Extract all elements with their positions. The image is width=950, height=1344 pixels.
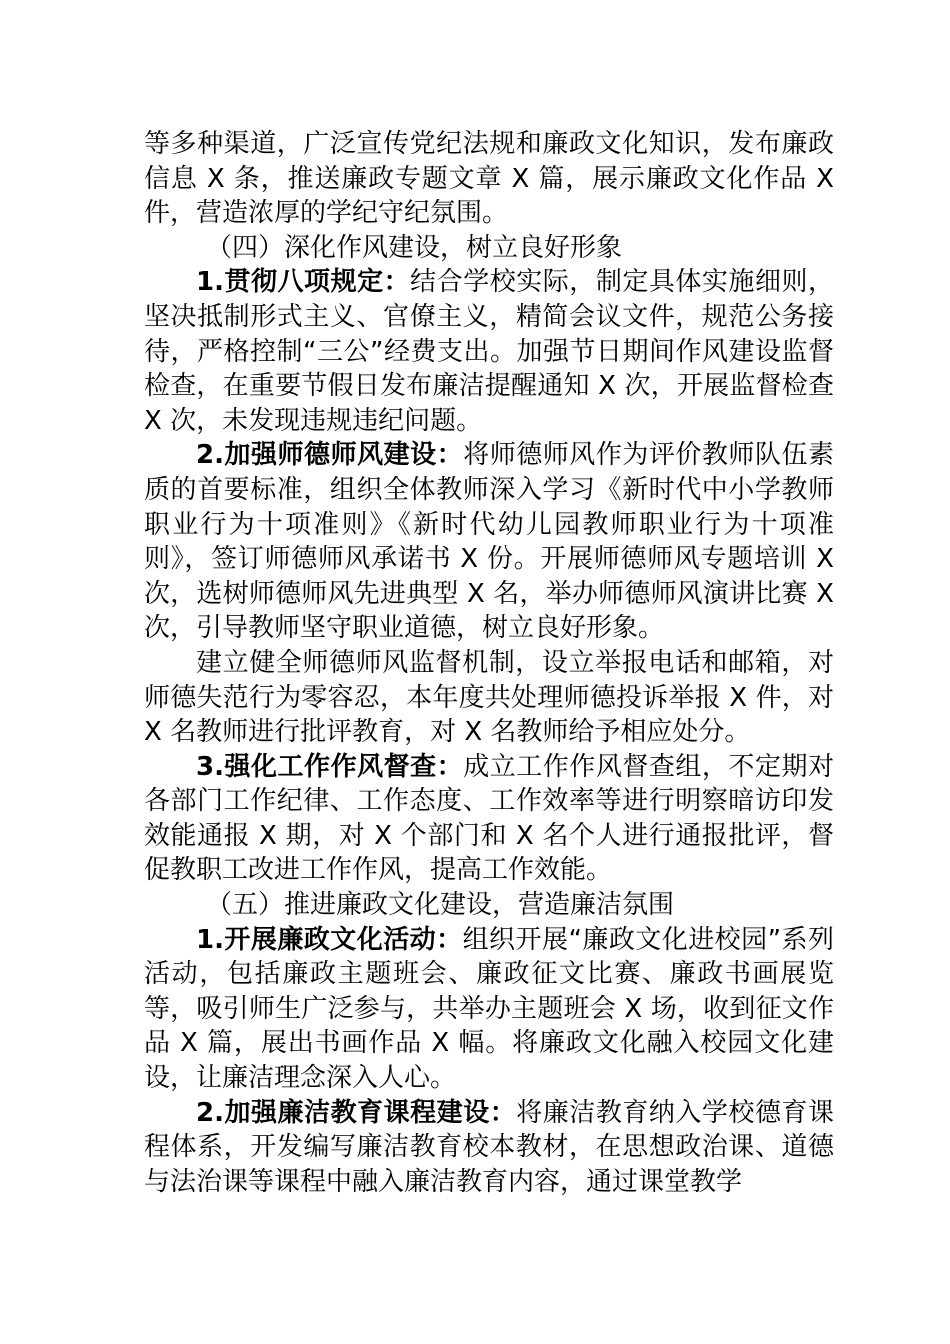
paragraph-propaganda: 等多种渠道，广泛宣传党纪法规和廉政文化知识，发布廉政信息 X 条，推送廉政专题文章 X 篇，展示廉政文化作品 X 件，营造浓厚的学纪守纪氛围。 — [144, 129, 834, 229]
paragraph-ethics-supervision: 建立健全师德师风监督机制，设立举报电话和邮箱，对师德失范行为零容忍，本年度共处理师德投诉举报 X 件，对 X 名教师进行批评教育，对 X 名教师给予相应处分。 — [144, 647, 834, 748]
paragraph-culture-activities — [144, 923, 834, 1096]
item-title-work-style: 3.强化工作作风督查： — [196, 751, 464, 782]
item-body-teacher-ethics: 将师德师风作为评价教师队伍素质的首要标准，组织全体教师深入学习《新时代中小学教师职业行为十项准则》《新时代幼儿园教师职业行为十项准则》，签订师德师风承诺书 X 份。开展师德师风专题培训 X 次，选树师德师风先进典型 X 名，举办师德师风演讲比赛 X 次，引导教师坚守职业道德，树立良好形象。 — [144, 440, 834, 644]
paragraph-eight-rules — [144, 265, 834, 438]
item-title-eight-rules: 1.贯彻八项规定： — [196, 267, 411, 298]
item-body-integrity-curriculum: 将廉洁教育纳入学校德育课程体系，开发编写廉洁教育校本教材，在思想政治课、道德与法治课等课程中融入廉洁教育内容，通过课堂教学 — [144, 1097, 834, 1197]
paragraph-integrity-curriculum — [144, 1096, 834, 1200]
item-title-teacher-ethics: 2.加强师德师风建设： — [196, 440, 464, 471]
item-body-culture-activities: 组织开展“廉政文化进校园”系列活动，包括廉政主题班会、廉政征文比赛、廉政书画展览等，吸引师生广泛参与，共举办主题班会 X 场，收到征文作品 X 篇，展出书画作品 X 幅。将廉政文化融入校园文化建设，让廉洁理念深入人心。 — [144, 924, 834, 1094]
item-body-work-style: 成立工作作风督查组，不定期对各部门工作纪律、工作态度、工作效率等进行明察暗访印发效能通报 X 期，对 X 个部门和 X 名个人进行通报批评，督促教职工改进工作作风，提高工作效能。 — [144, 751, 834, 886]
item-title-integrity-curriculum: 2.加强廉洁教育课程建设： — [196, 1097, 517, 1128]
section-heading-4: （四）深化作风建设，树立良好形象 — [206, 232, 623, 263]
item-title-culture-activities: 1.开展廉政文化活动： — [196, 924, 463, 955]
section-heading-5: （五）推进廉政文化建设，营造廉洁氛围 — [206, 890, 675, 921]
document-page — [144, 127, 834, 1199]
item-body-eight-rules: 结合学校实际，制定具体实施细则，坚决抵制形式主义、官僚主义，精简会议文件，规范公务接待，严格控制“三公”经费支出。加强节日期间作风建设监督检查，在重要节假日发布廉洁提醒通知 X 次，开展监督检查 X 次，未发现违规违纪问题。 — [144, 267, 834, 436]
paragraph-teacher-ethics — [144, 438, 834, 646]
paragraph-work-style — [144, 750, 834, 888]
